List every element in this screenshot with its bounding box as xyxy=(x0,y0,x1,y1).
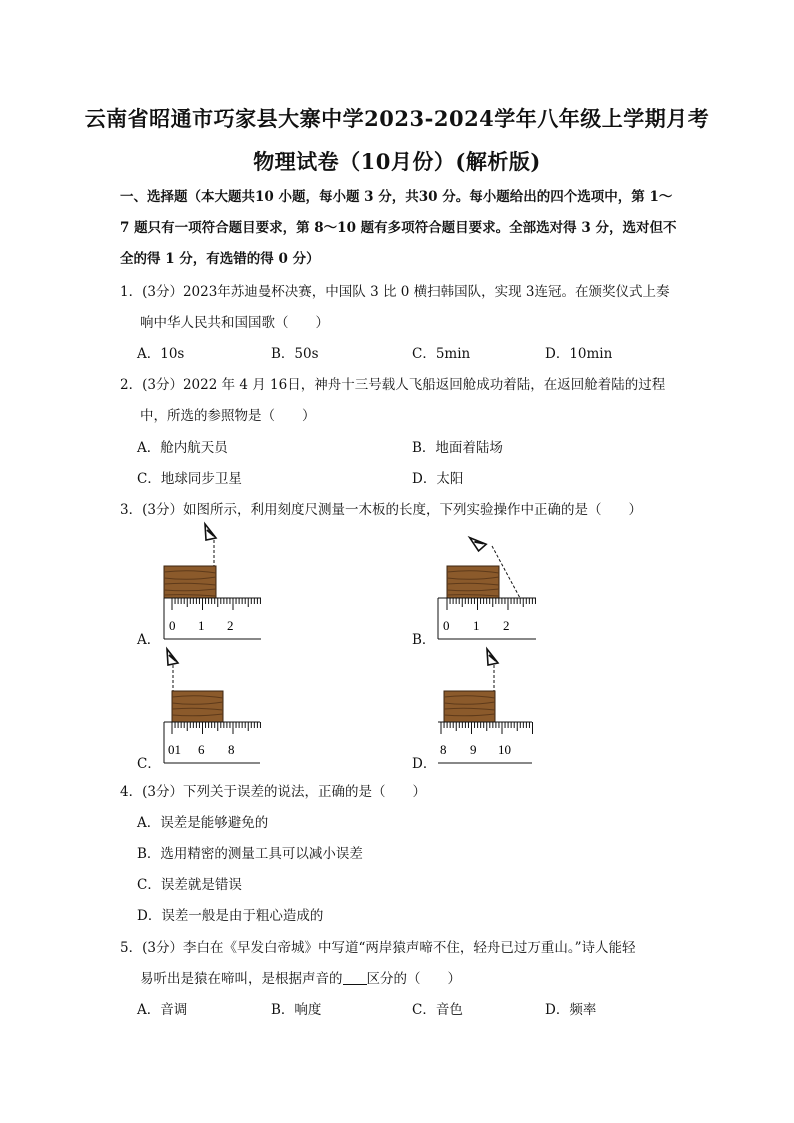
eye-icon xyxy=(470,532,488,551)
question-4-line-1: 4．(3分）下列关于误差的说法，正确的是（ ） xyxy=(120,784,426,800)
ruler-tick-label: 8 xyxy=(440,742,447,757)
question-5-line-2-end: 区分的（ ） xyxy=(366,971,461,987)
eye-icon xyxy=(487,649,498,665)
q5-option-d[interactable]: D．频率 xyxy=(545,1002,597,1018)
q3-figure-d xyxy=(436,645,546,770)
page-title-line-2: 物理试卷（10月份）(解析版) xyxy=(253,149,541,174)
q2-option-c[interactable]: C．地球同步卫星 xyxy=(137,471,242,487)
wood-board xyxy=(447,566,499,598)
ruler-tick-label: 0 xyxy=(169,618,176,633)
q3-figure-c xyxy=(160,645,270,770)
q1-option-b[interactable]: B．50s xyxy=(271,346,319,362)
q4-option-b[interactable]: B．选用精密的测量工具可以减小误差 xyxy=(137,846,363,862)
ruler-tick-label: 1 xyxy=(473,618,480,633)
q5-option-b[interactable]: B．响度 xyxy=(271,1002,322,1018)
question-2-line-2: 中，所选的参照物是（ ） xyxy=(140,408,316,424)
ruler-tick-label: 2 xyxy=(227,618,234,633)
ruler-tick-label: 10 xyxy=(498,742,511,757)
q3-option-b[interactable]: B． xyxy=(412,632,436,648)
q1-option-c[interactable]: C．5min xyxy=(412,346,471,362)
wood-board xyxy=(164,566,216,598)
ruler-tick-label: 01 xyxy=(168,742,181,757)
question-1-line-2: 响中华人民共和国国歌（ ） xyxy=(140,315,329,331)
ruler-tick-label: 9 xyxy=(470,742,477,757)
q4-option-c[interactable]: C．误差就是错误 xyxy=(137,877,242,893)
q3-option-a[interactable]: A． xyxy=(137,632,161,648)
question-1-line-1: 1．(3分）2023年苏迪曼杯决赛，中国队 3 比 0 横扫韩国队，实现 3连冠。在颁奖仪式上奏 xyxy=(120,284,670,300)
question-5-line-2 xyxy=(140,967,461,987)
answer-blank[interactable] xyxy=(343,970,367,985)
eye-icon xyxy=(205,524,216,540)
q1-option-d[interactable]: D．10min xyxy=(545,346,613,362)
ruler-tick-label: 2 xyxy=(503,618,510,633)
ruler-tick-label: 8 xyxy=(228,742,235,757)
question-2-line-1: 2．(3分）2022 年 4 月 16日，神舟十三号载人飞船返回舱成功着陆，在返回舱着陆的过程 xyxy=(120,377,666,393)
wood-board xyxy=(172,691,223,722)
section-header-line-1: 一、选择题（本大题共10 小题，每小题 3 分，共30 分。每小题给出的四个选项中，第 1～ xyxy=(120,189,673,205)
q4-option-a[interactable]: A．误差是能够避免的 xyxy=(137,815,269,831)
wood-board xyxy=(444,691,495,722)
ruler-tick-label: 0 xyxy=(443,618,450,633)
question-3-line-1: 3．(3分）如图所示，利用刻度尺测量一木板的长度，下列实验操作中正确的是（ ） xyxy=(120,502,642,518)
q5-option-c[interactable]: C．音色 xyxy=(412,1002,463,1018)
q4-option-d[interactable]: D．误差一般是由于粗心造成的 xyxy=(137,908,324,924)
q3-option-d[interactable]: D． xyxy=(412,756,437,772)
ruler-tick-label: 6 xyxy=(198,742,205,757)
page-title-line-1: 云南省昭通市巧家县大寨中学2023-2024学年八年级上学期月考 xyxy=(84,106,710,131)
question-5-line-1: 5．(3分）李白在《早发白帝城》中写道“两岸猿声啼不住，轻舟已过万重山。”诗人能轻 xyxy=(120,940,636,956)
ruler-tick-label: 1 xyxy=(198,618,205,633)
q2-option-a[interactable]: A．舱内航天员 xyxy=(137,440,228,456)
q3-option-c[interactable]: C． xyxy=(137,756,161,772)
q2-option-d[interactable]: D．太阳 xyxy=(412,471,464,487)
q3-figure-a xyxy=(160,520,270,645)
section-header-line-3: 全的得 1 分，有选错的得 0 分） xyxy=(120,251,320,267)
eye-icon xyxy=(167,649,178,665)
question-5-line-2-start: 易听出是猿在啼叫，是根据声音的 xyxy=(140,971,343,987)
q5-option-a[interactable]: A．音调 xyxy=(137,1002,188,1018)
section-header-line-2: 7 题只有一项符合题目要求，第 8～10 题有多项符合题目要求。全部选对得 3 分，选对但不 xyxy=(120,220,677,236)
q2-option-b[interactable]: B．地面着陆场 xyxy=(412,440,503,456)
q3-figure-b xyxy=(436,520,546,645)
q1-option-a[interactable]: A．10s xyxy=(137,346,185,362)
